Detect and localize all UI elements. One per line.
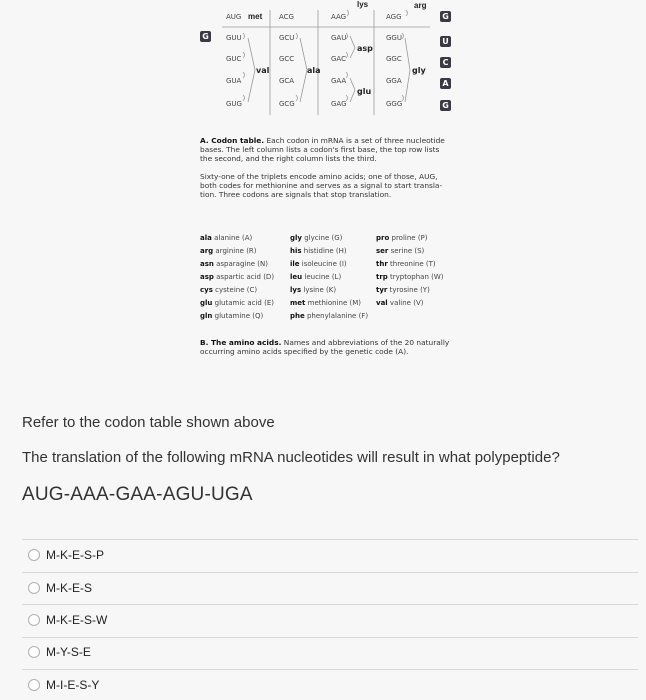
divider bbox=[22, 604, 638, 605]
codon-cell: GAC bbox=[331, 55, 346, 63]
caption-a bbox=[200, 136, 460, 163]
option-2[interactable] bbox=[28, 578, 92, 598]
option-label: M-Y-S-E bbox=[46, 645, 91, 659]
aa-label-val: val bbox=[256, 66, 270, 75]
divider bbox=[22, 637, 638, 638]
codon-cell: GAU bbox=[331, 34, 347, 42]
codon-cell: GUG bbox=[226, 100, 242, 108]
codon-cell: GGC bbox=[386, 55, 402, 63]
aa-label-gly: gly bbox=[412, 66, 426, 75]
divider bbox=[22, 572, 638, 573]
aa-label-asp: asp bbox=[357, 44, 373, 53]
aa-entry: glu glutamic acid (E) bbox=[200, 299, 274, 307]
third-base-badge: U bbox=[440, 36, 451, 47]
aa-entry: asp aspartic acid (D) bbox=[200, 273, 275, 281]
caption-a-line: bases. The left column lists a codon's first base, the top row lists bbox=[200, 145, 440, 154]
third-base-badge: A bbox=[440, 78, 451, 89]
question-text: The translation of the following mRNA nucleotides will result in what polypeptide? bbox=[22, 449, 560, 466]
codon-cell: GCC bbox=[279, 55, 295, 63]
third-base-badge: C bbox=[440, 57, 451, 68]
third-base-badge: G bbox=[440, 100, 451, 111]
aa-entry: trp tryptophan (W) bbox=[376, 273, 444, 281]
caption-a-line: Sixty-one of the triplets encode amino acids; one of those, AUG, bbox=[200, 172, 438, 181]
option-label: M-K-E-S bbox=[46, 581, 92, 595]
caption-b bbox=[200, 338, 460, 356]
option-label: M-K-E-S-P bbox=[46, 548, 104, 562]
option-5[interactable] bbox=[28, 675, 99, 695]
codon-cell: GCG bbox=[279, 100, 295, 108]
option-4[interactable] bbox=[28, 642, 91, 662]
option-3[interactable] bbox=[28, 610, 107, 630]
aa-label-glu: glu bbox=[357, 87, 372, 96]
header-aa-lys: lys bbox=[357, 0, 369, 9]
radio-button[interactable] bbox=[28, 646, 40, 658]
codon-cell: GCU bbox=[279, 34, 295, 42]
codon-cell: GAA bbox=[331, 77, 347, 85]
aa-entry: phe phenylalanine (F) bbox=[290, 312, 369, 320]
caption-b-line: occurring amino acids specified by the genetic code (A). bbox=[200, 347, 409, 356]
question-instruction: Refer to the codon table shown above bbox=[22, 414, 275, 431]
caption-a-line: both codes for methionine and serves as a signal to start transla- bbox=[200, 181, 443, 190]
radio-button[interactable] bbox=[28, 679, 40, 691]
aa-entry: gln glutamine (Q) bbox=[200, 312, 264, 320]
option-label: M-K-E-S-W bbox=[46, 613, 108, 627]
aa-entry: ser serine (S) bbox=[376, 247, 425, 255]
option-1[interactable] bbox=[28, 545, 104, 565]
codon-cell: GCA bbox=[279, 77, 295, 85]
codon-cell: GUA bbox=[226, 77, 242, 85]
header-codon-1: AUG bbox=[226, 13, 242, 21]
codon-cell: GGU bbox=[386, 34, 402, 42]
divider bbox=[22, 539, 638, 540]
third-base-badge: G bbox=[440, 11, 451, 22]
divider bbox=[22, 669, 638, 670]
aa-entry: met methionine (M) bbox=[290, 299, 362, 307]
header-aa-arg: arg bbox=[414, 1, 427, 10]
aa-entry: pro proline (P) bbox=[376, 234, 428, 242]
header-aa-met: met bbox=[248, 12, 263, 21]
caption-a-title: A. Codon table. bbox=[200, 136, 265, 145]
caption-a-line: tion. Three codons are signals that stop translation. bbox=[200, 190, 392, 199]
caption-b-title: B. The amino acids. bbox=[200, 338, 282, 347]
caption-b-line: Names and abbreviations of the 20 naturally bbox=[283, 338, 450, 347]
caption-a-extra bbox=[200, 172, 460, 199]
header-codon-2: ACG bbox=[279, 13, 294, 21]
caption-a-line: the second, and the right column lists the third. bbox=[200, 154, 377, 163]
aa-entry: tyr tyrosine (Y) bbox=[376, 286, 430, 294]
aa-entry: lys lysine (K) bbox=[290, 286, 337, 294]
radio-button[interactable] bbox=[28, 582, 40, 594]
aa-entry: ala alanine (A) bbox=[200, 234, 253, 242]
aa-entry: cys cysteine (C) bbox=[200, 286, 258, 294]
aa-entry: thr threonine (T) bbox=[376, 260, 436, 268]
aa-entry: leu leucine (L) bbox=[290, 273, 342, 281]
radio-button[interactable] bbox=[28, 549, 40, 561]
mrna-sequence: AUG-AAA-GAA-AGU-UGA bbox=[22, 484, 253, 505]
aa-entry: arg arginine (R) bbox=[200, 247, 257, 255]
option-label: M-I-E-S-Y bbox=[46, 678, 100, 692]
radio-button[interactable] bbox=[28, 614, 40, 626]
codon-cell: GGG bbox=[386, 100, 403, 108]
header-codon-4: AGG bbox=[386, 13, 402, 21]
header-codon-3: AAG bbox=[331, 13, 347, 21]
aa-entry: ile isoleucine (I) bbox=[290, 260, 347, 268]
codon-cell: GGA bbox=[386, 77, 402, 85]
aa-entry: val valine (V) bbox=[376, 299, 424, 307]
aa-label-ala: ala bbox=[307, 66, 321, 75]
codon-cell: GAG bbox=[331, 100, 347, 108]
aa-entry: his histidine (H) bbox=[290, 247, 347, 255]
aa-entry: gly glycine (G) bbox=[290, 234, 343, 242]
first-base-badge: G bbox=[200, 31, 211, 42]
codon-cell: GUC bbox=[226, 55, 242, 63]
aa-entry: asn asparagine (N) bbox=[200, 260, 269, 268]
caption-a-line: Each codon in mRNA is a set of three nucleotide bbox=[266, 136, 445, 145]
codon-cell: GUU bbox=[226, 34, 242, 42]
